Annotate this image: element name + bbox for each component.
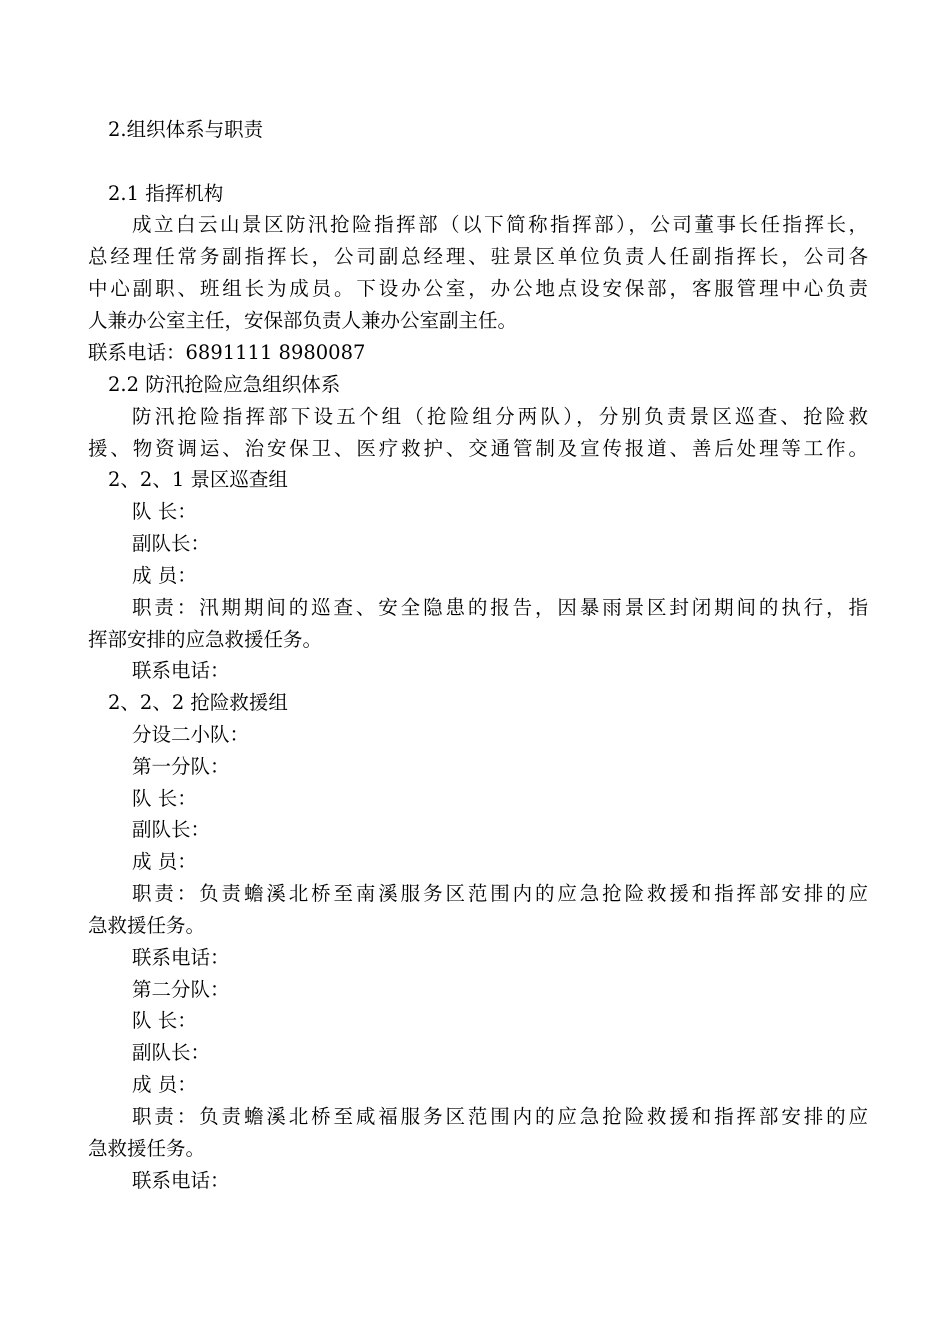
members-label: 成 员：	[132, 850, 197, 873]
contact-phone: 联系电话：	[132, 946, 230, 969]
paragraph-line: 中心副职、班组长为成员。下设办公室，办公地点设安保部，客服管理中心负责	[88, 277, 868, 300]
leader-label: 队 长：	[132, 787, 197, 810]
team1-label: 第一分队：	[132, 755, 230, 778]
members-label: 成 员：	[132, 564, 197, 587]
duty-line: 急救援任务。	[88, 914, 206, 937]
vice-leader-label: 副队长：	[132, 818, 211, 841]
duty-line: 职责：负责蟾溪北桥至咸福服务区范围内的应急抢险救援和指挥部安排的应	[132, 1105, 868, 1128]
contact-phone: 联系电话：	[132, 1169, 230, 1192]
duty-line: 职责：负责蟾溪北桥至南溪服务区范围内的应急抢险救援和指挥部安排的应	[132, 882, 868, 905]
vice-leader-label: 副队长：	[132, 1041, 211, 1064]
vice-leader-label: 副队长：	[132, 532, 211, 555]
duty-line: 挥部安排的应急救援任务。	[88, 628, 323, 651]
contact-phone: 联系电话：	[132, 659, 230, 682]
contact-phone: 联系电话：6891111 8980087	[88, 341, 366, 364]
heading-2-2-2: 2、2、2 抢险救援组	[108, 691, 288, 714]
paragraph-line: 总经理任常务副指挥长，公司副总经理、驻景区单位负责人任副指挥长，公司各	[88, 245, 868, 268]
leader-label: 队 长：	[132, 1009, 197, 1032]
duty-line: 急救援任务。	[88, 1137, 206, 1160]
heading-2-2-1: 2、2、1 景区巡查组	[108, 468, 288, 491]
leader-label: 队 长：	[132, 500, 197, 523]
section-title: 2.组织体系与职责	[108, 118, 264, 141]
paragraph-line: 人兼办公室主任，安保部负责人兼办公室副主任。	[88, 309, 518, 332]
paragraph-line: 防汛抢险指挥部下设五个组（抢险组分两队），分别负责景区巡查、抢险救	[132, 405, 868, 428]
heading-2-2: 2.2 防汛抢险应急组织体系	[108, 373, 341, 396]
heading-2-1: 2.1 指挥机构	[108, 182, 224, 205]
subtitle: 分设二小队：	[132, 723, 250, 746]
paragraph-line: 成立白云山景区防汛抢险指挥部（以下简称指挥部），公司董事长任指挥长，	[132, 213, 868, 236]
duty-line: 职责：汛期期间的巡查、安全隐患的报告，因暴雨景区封闭期间的执行，指	[132, 596, 868, 619]
paragraph-line: 援、物资调运、治安保卫、医疗救护、交通管制及宣传报道、善后处理等工作。	[88, 437, 868, 460]
members-label: 成 员：	[132, 1073, 197, 1096]
team2-label: 第二分队：	[132, 978, 230, 1001]
